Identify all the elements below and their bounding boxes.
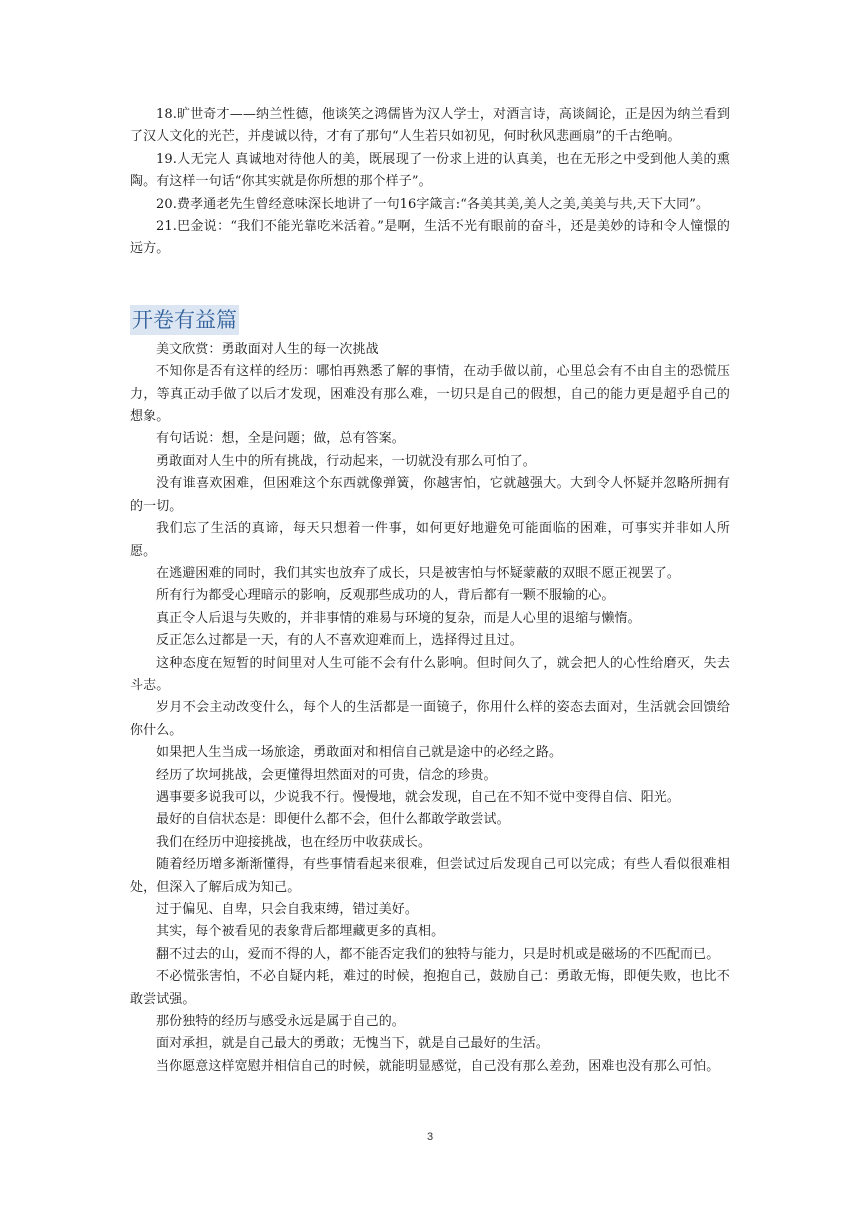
article-paragraph: 这种态度在短暂的时间里对人生可能不会有什么影响。但时间久了，就会把人的心性给磨灭，失去斗志。 xyxy=(130,655,730,693)
article-paragraph: 经历了坎坷挑战，会更懂得坦然面对的可贵，信念的珍贵。 xyxy=(156,767,497,783)
page-content xyxy=(130,104,730,1078)
section-heading-wrap xyxy=(130,305,730,335)
article-title: 美文欣赏：勇敢面对人生的每一次挑战 xyxy=(156,341,379,357)
article-paragraph: 反正怎么过都是一天，有的人不喜欢迎难而上，选择得过且过。 xyxy=(156,633,523,649)
article-paragraph: 遇事要多说我可以，少说我不行。慢慢地，就会发现，自己在不知不觉中变得自信、阳光。 xyxy=(156,789,681,805)
article-paragraph: 随着经历增多渐渐懂得，有些事情看起来很难，但尝试过后发现自己可以完成；有些人看似很难相处，但深入了解后成为知己。 xyxy=(130,857,730,895)
section-spacer xyxy=(130,261,730,305)
section-heading: 开卷有益篇 xyxy=(130,305,239,335)
article-paragraph: 没有谁喜欢困难，但困难这个东西就像弹簧，你越害怕，它就越强大。大到令人怀疑并忽略所拥有的一切。 xyxy=(130,476,730,514)
quote-paragraph-20: 20.费孝通老先生曾经意味深长地讲了一句16字箴言:“各美其美,美人之美,美美与共,天下大同”。 xyxy=(156,196,710,212)
article-paragraph: 当你愿意这样宽慰并相信自己的时候，就能明显感觉，自己没有那么差劲，困难也没有那么可怕。 xyxy=(156,1058,720,1074)
page-number: 3 xyxy=(426,1131,434,1143)
article-paragraph: 有句话说：想，全是问题；做，总有答案。 xyxy=(156,431,405,447)
article-paragraph: 过于偏见、自卑，只会自我束缚，错过美好。 xyxy=(156,902,419,917)
article-paragraph: 如果把人生当成一场旅途，勇敢面对和相信自己就是途中的必经之路。 xyxy=(156,745,563,761)
article-paragraph: 不必慌张害怕，不必自疑内耗，难过的时候，抱抱自己，鼓励自己：勇敢无悔，即便失败，也比不敢尝试强。 xyxy=(130,969,730,1007)
article-paragraph: 翻不过去的山，爱而不得的人，都不能否定我们的独特与能力，只是时机或是磁场的不匹配而已。 xyxy=(156,946,720,962)
article-paragraph: 不知你是否有这样的经历：哪怕再熟悉了解的事情，在动手做以前，心里总会有不由自主的恐慌压力，等真正动手做了以后才发现，困难没有那么难，一切只是自己的假想，自己的能力更是超乎自己的想象。 xyxy=(130,364,730,425)
article-paragraph: 我们在经历中迎接挑战，也在经历中收获成长。 xyxy=(156,834,432,850)
article-paragraph: 岁月不会主动改变什么，每个人的生活都是一面镜子，你用什么样的姿态去面对，生活就会回馈给你什么。 xyxy=(130,700,730,738)
article-paragraph: 在逃避困难的同时，我们其实也放弃了成长，只是被害怕与怀疑蒙蔽的双眼不愿正视罢了。 xyxy=(156,565,681,581)
top-paragraph-list xyxy=(130,104,730,261)
article-paragraph: 最好的自信状态是：即便什么都不会，但什么都敢学敢尝试。 xyxy=(156,812,510,828)
quote-paragraph-18: 18.旷世奇才——纳兰性德，他谈笑之鸿儒皆为汉人学士，对酒言诗，高谈阔论，正是因为纳兰看到了汉人文化的光芒，并虔诚以待，才有了那句“人生若只如初见，何时秋风悲画扇”的千古绝响。 xyxy=(130,107,730,145)
article-body xyxy=(130,339,730,1078)
article-paragraph: 其实，每个被看见的表象背后都埋藏更多的真相。 xyxy=(156,924,445,940)
article-paragraph: 面对承担，就是自己最大的勇敢；无愧当下，就是自己最好的生活。 xyxy=(156,1036,550,1052)
quote-paragraph-21: 21.巴金说：“我们不能光靠吃米活着。”是啊，生活不光有眼前的奋斗，还是美妙的诗和令人憧憬的远方。 xyxy=(130,219,730,257)
article-paragraph: 那份独特的经历与感受永远是属于自己的。 xyxy=(156,1014,405,1030)
article-paragraph: 勇敢面对人生中的所有挑战，行动起来，一切就没有那么可怕了。 xyxy=(156,453,536,469)
quote-paragraph-19: 19.人无完人 真诚地对待他人的美，既展现了一份求上进的认真美，也在无形之中受到他人美的熏陶。有这样一句话“你其实就是你所想的那个样子”。 xyxy=(130,151,730,190)
article-paragraph: 我们忘了生活的真谛，每天只想着一件事，如何更好地避免可能面临的困难，可事实并非如人所愿。 xyxy=(130,521,730,559)
article-paragraph: 真正令人后退与失败的，并非事情的难易与环境的复杂，而是人心里的退缩与懒惰。 xyxy=(156,610,641,626)
article-paragraph: 所有行为都受心理暗示的影响，反观那些成功的人，背后都有一颗不服输的心。 xyxy=(156,588,615,604)
